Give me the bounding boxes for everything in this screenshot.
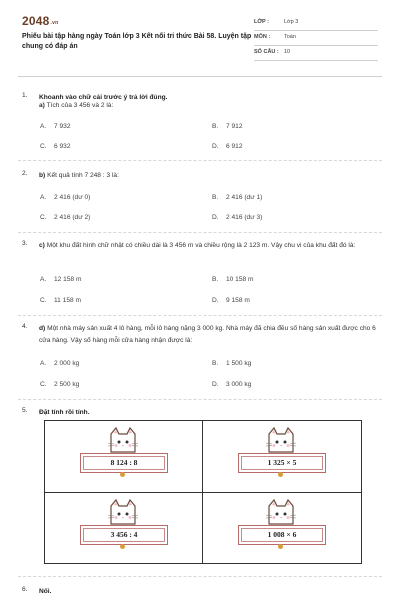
meta-value: Toán <box>284 34 296 40</box>
sub-label: a) <box>39 102 45 109</box>
option-letter: A. <box>40 123 47 130</box>
option-c[interactable] <box>40 214 90 221</box>
sub-label: d) <box>39 325 46 332</box>
question-instruction: Đặt tính rồi tính. <box>39 409 90 416</box>
option-b[interactable] <box>212 360 251 367</box>
option-letter: A. <box>40 360 47 367</box>
option-c[interactable] <box>40 381 79 388</box>
calculation-expression: 8 124 : 8 <box>83 456 165 470</box>
question-number: 6. <box>22 586 28 593</box>
option-letter: D. <box>212 381 219 388</box>
option-a[interactable] <box>40 360 79 367</box>
question-number: 5. <box>22 407 28 414</box>
question-number: 3. <box>22 240 28 247</box>
option-value: 1 500 kg <box>226 360 252 367</box>
calculation-expression: 1 008 × 6 <box>241 528 323 542</box>
question-number: 4. <box>22 323 28 330</box>
question-text <box>39 323 379 347</box>
card-pin <box>120 544 125 549</box>
option-letter: A. <box>40 276 47 283</box>
option-b[interactable] <box>212 276 254 283</box>
cat-icon <box>263 426 299 454</box>
calculation-card <box>238 525 326 545</box>
calculation-card <box>80 525 168 545</box>
question-body: Một nhà máy sản xuất 4 lô hàng, mỗi lô hàng nặng 3 000 kg. Nhà máy đã chia đều số hàng sản xuất được cho 6 cửa hàng. Vậy số hàng mỗi cửa hàng nhận được là: <box>39 325 376 344</box>
logo-text: 2048 <box>22 14 50 28</box>
calculation-cell <box>45 421 202 492</box>
option-value: 10 158 m <box>226 276 254 283</box>
question-divider <box>18 232 382 233</box>
option-letter: D. <box>212 214 219 221</box>
option-value: 2 500 kg <box>54 381 80 388</box>
meta-row-class <box>254 16 378 31</box>
option-letter: C. <box>40 214 47 221</box>
option-letter: B. <box>212 123 219 130</box>
calculation-grid <box>44 420 362 564</box>
meta-row-count <box>254 46 378 61</box>
question-divider <box>18 160 382 161</box>
card-pin <box>278 544 283 549</box>
cat-icon <box>105 498 141 526</box>
option-letter: C. <box>40 381 47 388</box>
option-b[interactable] <box>212 123 243 130</box>
sub-label: b) <box>39 172 46 179</box>
option-c[interactable] <box>40 297 81 304</box>
calculation-card <box>238 453 326 473</box>
option-value: 6 912 <box>226 143 243 150</box>
calculation-cell <box>203 421 360 492</box>
option-value: 9 158 m <box>226 297 250 304</box>
option-value: 7 932 <box>54 123 71 130</box>
option-value: 3 000 kg <box>226 381 252 388</box>
option-value: 6 932 <box>54 143 71 150</box>
option-b[interactable] <box>212 194 262 201</box>
cat-icon <box>105 426 141 454</box>
option-d[interactable] <box>212 381 251 388</box>
option-letter: A. <box>40 194 47 201</box>
sub-label: c) <box>39 242 45 249</box>
calculation-card <box>80 453 168 473</box>
option-d[interactable] <box>212 143 243 150</box>
meta-row-subject <box>254 31 378 46</box>
meta-value: 10 <box>284 49 291 55</box>
logo-suffix: .vn <box>50 20 59 26</box>
option-letter: D. <box>212 297 219 304</box>
meta-table <box>254 16 378 61</box>
option-value: 2 416 (dư 0) <box>54 194 91 201</box>
question-divider <box>18 399 382 400</box>
sub-text: Tích của 3 456 và 2 là: <box>46 102 114 109</box>
option-a[interactable] <box>40 123 71 130</box>
option-value: 2 416 (dư 3) <box>226 214 263 221</box>
question-instruction: Khoanh vào chữ cái trước ý trả lời đúng. <box>39 94 168 101</box>
option-letter: C. <box>40 297 47 304</box>
question-text <box>39 170 379 182</box>
question-number: 2. <box>22 170 28 177</box>
question-body: Một khu đất hình chữ nhật có chiều dài là 3 456 m và chiều rộng là 2 123 m. Vậy chu vi của khu đất đó là: <box>46 242 356 249</box>
option-letter: D. <box>212 143 219 150</box>
calculation-expression: 3 456 : 4 <box>83 528 165 542</box>
option-value: 2 416 (dư 2) <box>54 214 91 221</box>
question-instruction: Nối. <box>39 588 52 595</box>
option-value: 2 000 kg <box>54 360 80 367</box>
option-value: 12 158 m <box>54 276 82 283</box>
meta-label: LỚP : <box>254 19 269 25</box>
header-divider <box>18 76 382 77</box>
option-d[interactable] <box>212 214 262 221</box>
card-pin <box>120 472 125 477</box>
question-text <box>39 586 379 598</box>
option-value: 2 416 (dư 1) <box>226 194 263 201</box>
cat-icon <box>263 498 299 526</box>
calculation-expression: 1 325 × 5 <box>241 456 323 470</box>
option-value: 7 912 <box>226 123 243 130</box>
option-letter: C. <box>40 143 47 150</box>
meta-value: Lớp 3 <box>284 19 299 25</box>
question-divider <box>18 576 382 577</box>
option-a[interactable] <box>40 276 82 283</box>
option-value: 11 158 m <box>54 297 82 304</box>
calculation-cell <box>203 493 360 564</box>
option-letter: B. <box>212 194 219 201</box>
option-d[interactable] <box>212 297 250 304</box>
meta-label: SỐ CÂU : <box>254 49 279 55</box>
question-subtext <box>39 102 113 109</box>
option-a[interactable] <box>40 194 90 201</box>
question-divider <box>18 315 382 316</box>
card-pin <box>278 472 283 477</box>
question-text <box>39 240 379 252</box>
meta-label: MÔN : <box>254 34 271 40</box>
question-body: Kết quả tính 7 248 : 3 là: <box>47 172 119 179</box>
question-number: 1. <box>22 92 28 99</box>
option-c[interactable] <box>40 143 71 150</box>
question-1 <box>22 92 382 162</box>
worksheet-title: Phiếu bài tập hàng ngày Toán lớp 3 Kết nối tri thức Bài 58. Luyện tập chung có đáp án <box>22 33 252 50</box>
option-letter: B. <box>212 276 219 283</box>
question-text <box>39 407 379 419</box>
option-letter: B. <box>212 360 219 367</box>
calculation-cell <box>45 493 202 564</box>
site-logo[interactable] <box>22 14 58 28</box>
